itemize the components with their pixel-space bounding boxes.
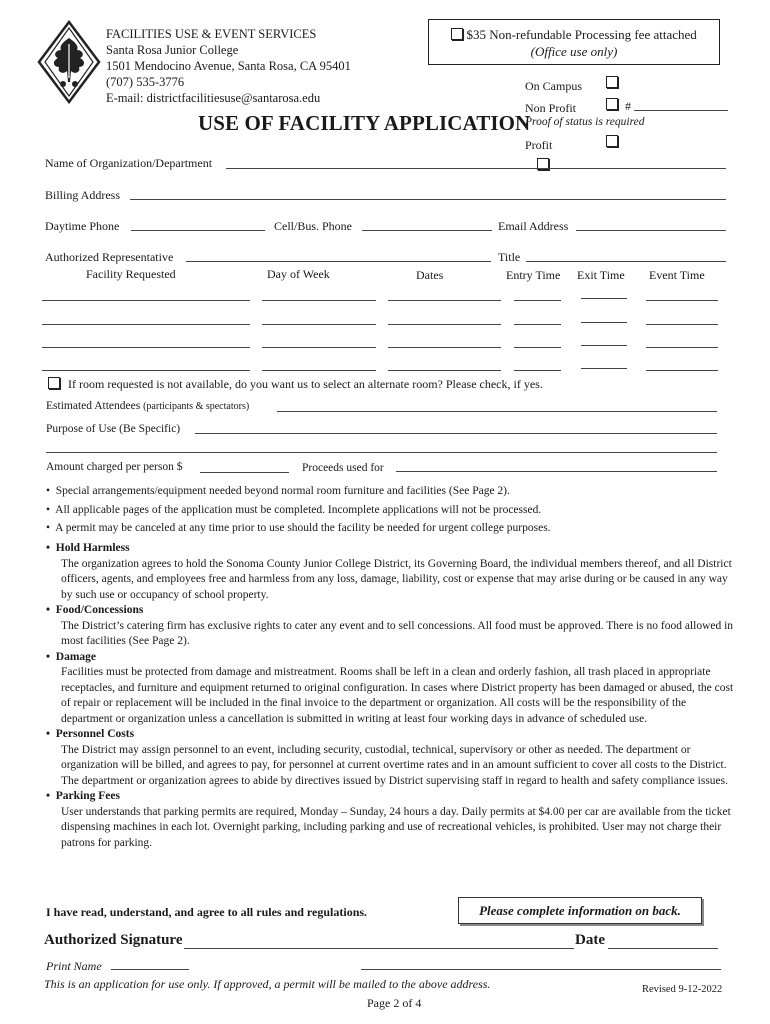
event-cell[interactable] <box>646 347 718 348</box>
amount-label: Amount charged per person $ <box>46 461 183 473</box>
non-profit-checkbox[interactable] <box>606 98 618 110</box>
footer-note: This is an application for use only. If approved, a permit will be mailed to the above address. <box>44 977 491 991</box>
dates-cell[interactable] <box>388 370 501 371</box>
email-label: Email Address <box>498 219 569 233</box>
purpose-label: Purpose of Use (Be Specific) <box>46 423 181 435</box>
auth-rep-label: Authorized Representative <box>45 250 174 264</box>
fee-label: $35 Non-refundable Processing fee attached <box>466 27 697 42</box>
attendees-field[interactable] <box>277 411 717 412</box>
section-heading: Food/Concessions <box>55 604 144 616</box>
note-item: • Special arrangements/equipment needed beyond normal room furniture and facilities (See Page 2). <box>46 485 510 497</box>
college-email: E-mail: districtfacilitiesuse@santarosa.edu <box>106 91 321 105</box>
rep-title-field[interactable] <box>526 261 726 262</box>
header-block <box>106 26 351 106</box>
event-cell[interactable] <box>646 300 718 301</box>
section-food: • Food/Concessions The District’s catering firm has exclusive rights to cater any event and to sell concessions. All food must be approved. There is no food allowed in most facilities (See Page 2). <box>46 603 736 650</box>
section-damage: • Damage Facilities must be protected from damage and mistreatment. Rooms shall be left in a clean and orderly fashion, all trash placed in appropriate receptacles, and furniture and equipment returned to original configuration. In cases where District property has been damaged or abused, the cost of repair or replacement will be included in the final invoice to the department or organization. All costs will be the responsibility of the department or organization unless a cancellation is submitted in writing at least four working days in advance of scheduled use. <box>46 650 736 728</box>
terms-sections <box>46 541 736 851</box>
profit-checkbox[interactable] <box>606 135 618 147</box>
entry-cell[interactable] <box>514 347 561 348</box>
exit-cell[interactable] <box>581 345 627 346</box>
col-event: Event Time <box>649 268 705 282</box>
print-name-label: Print Name <box>46 959 102 973</box>
col-dates: Dates <box>416 268 444 282</box>
revised-date: Revised 9-12-2022 <box>642 984 723 995</box>
facility-cell[interactable] <box>42 347 250 348</box>
dates-cell[interactable] <box>388 300 501 301</box>
dept-name: FACILITIES USE & EVENT SERVICES <box>106 27 317 41</box>
on-campus-checkbox[interactable] <box>606 76 618 88</box>
section-parking: • Parking Fees User understands that parking permits are required, Monday – Sunday, 24 hours a day. Daily permits at $4.00 per car are available from the ticket dispensing machines in each lot. Overnight parking, including parking and use of recreational vehicles, is prohibited. User may not charge their patrons for parking. <box>46 789 736 851</box>
org-field[interactable] <box>226 168 726 169</box>
col-entry: Entry Time <box>506 268 561 282</box>
event-cell[interactable] <box>646 370 718 371</box>
college-phone: (707) 535-3776 <box>106 75 185 89</box>
back-page-note: Please complete information on back. <box>458 897 702 924</box>
signature-field[interactable] <box>184 948 574 949</box>
billing-label: Billing Address <box>45 188 121 202</box>
section-body: The District may assign personnel to an event, including security, custodial, technical, supervisory or other as needed. The department or organization will be billed, and agrees to pay, for personnel at current overtime rates and in an amount sufficient to cover all costs to the District. The department or organization agrees to abide by directives issued by District supervising staff in regard to health and safety compliance issues. <box>61 743 729 787</box>
daytime-phone-field[interactable] <box>131 230 265 231</box>
proof-note: Proof of status is required <box>525 116 645 128</box>
notes-list <box>46 482 551 538</box>
page-number: Page 2 of 4 <box>367 996 422 1010</box>
billing-field[interactable] <box>130 199 726 200</box>
alternate-room-label: If room requested is not available, do you want us to select an alternate room? Please check, if yes. <box>68 377 543 391</box>
purpose-field[interactable] <box>195 433 717 434</box>
page-title: USE OF FACILITY APPLICATION <box>198 111 531 135</box>
exit-cell[interactable] <box>581 322 627 323</box>
col-exit: Exit Time <box>577 268 625 282</box>
day-cell[interactable] <box>262 300 376 301</box>
section-body: The District’s catering firm has exclusive rights to cater any event and to sell concessions. All food must be approved. There is no food allowed in most facilities (See Page 2). <box>61 619 734 647</box>
col-day: Day of Week <box>267 267 330 281</box>
non-profit-label: Non Profit <box>525 101 576 115</box>
day-cell[interactable] <box>262 324 376 325</box>
day-cell[interactable] <box>262 347 376 348</box>
proceeds-field[interactable] <box>396 471 717 472</box>
non-profit-number-field[interactable] <box>634 110 728 111</box>
exit-cell[interactable] <box>581 298 627 299</box>
college-logo <box>37 20 101 109</box>
date-field[interactable] <box>608 948 718 949</box>
email-field[interactable] <box>576 230 726 231</box>
amount-field[interactable] <box>200 472 289 473</box>
agree-statement: I have read, understand, and agree to all rules and regulations. <box>46 905 368 919</box>
org-label: Name of Organization/Department <box>45 156 213 170</box>
fee-office-note: (Office use only) <box>530 44 618 59</box>
section-body: Facilities must be protected from damage and mistreatment. Rooms shall be left in a clean and orderly fashion, all trash placed in appropriate receptacles, and furniture and equipment returned to original configuration. In cases where District property has been damaged or abused, the cost of repair or replacement will be included in the final invoice to the department or organization. All costs will be the responsibility of the department or organization unless a cancellation is submitted in writing at least four working days in advance of scheduled use. <box>61 666 734 725</box>
date-label: Date <box>575 932 605 948</box>
print-name-field[interactable] <box>111 969 189 970</box>
section-heading: Hold Harmless <box>55 542 130 554</box>
rep-title-label: Title <box>498 250 521 264</box>
facility-cell[interactable] <box>42 324 250 325</box>
daytime-phone-label: Daytime Phone <box>45 219 120 233</box>
section-body: The organization agrees to hold the Sonoma County Junior College District, its Governing Board, the individual members thereof, and all District officers, agents, and employees free and harmless from any loss, damage, liability, cost or expense that may arise during or be caused in any way by such use or occupancy of school property. <box>61 557 732 601</box>
attendees-label: Estimated Attendees <box>46 400 141 412</box>
college-address: 1501 Mendocino Avenue, Santa Rosa, CA 95401 <box>106 59 351 73</box>
day-cell[interactable] <box>262 370 376 371</box>
attendees-row <box>46 400 249 412</box>
section-personnel: • Personnel Costs The District may assign personnel to an event, including security, custodial, technical, supervisory or other as needed. The department or organization will be billed, and agrees to pay, for personnel at current overtime rates and in an amount sufficient to cover all costs to the District. The department or organization agrees to abide by directives issued by District supervising staff in regard to health and safety compliance issues. <box>46 727 736 789</box>
alternate-room-checkbox[interactable] <box>48 377 60 389</box>
signature-label: Authorized Signature <box>44 932 183 948</box>
attendees-note: (participants & spectators) <box>143 401 250 412</box>
profit-label: Profit <box>525 138 553 152</box>
exit-cell[interactable] <box>581 368 627 369</box>
section-body: User understands that parking permits are required, Monday – Sunday, 24 hours a day. Daily permits at $4.00 per car are available from the ticket dispensing machines in each lot. Overnight parking, including parking and use of recreational vehicles, is prohibited. User may not charge their patrons for parking. <box>61 805 731 849</box>
on-campus-label: On Campus <box>525 79 582 93</box>
dates-cell[interactable] <box>388 324 501 325</box>
entry-cell[interactable] <box>514 324 561 325</box>
auth-rep-field[interactable] <box>186 261 491 262</box>
facility-cell[interactable] <box>42 370 250 371</box>
col-facility: Facility Requested <box>86 267 176 281</box>
note-item: • All applicable pages of the application must be completed. Incomplete applications will not be processed. <box>46 503 542 516</box>
section-hold-harmless: • Hold Harmless The organization agrees to hold the Sonoma County Junior College District, its Governing Board, the individual members thereof, and all District officers, agents, and employees free and harmless from any loss, damage, liability, cost or expense that may arise during or be caused in any way by such use or occupancy of school property. <box>46 541 736 603</box>
dates-cell[interactable] <box>388 347 501 348</box>
college-name: Santa Rosa Junior College <box>106 43 239 57</box>
cell-phone-label: Cell/Bus. Phone <box>274 219 353 233</box>
section-heading: Parking Fees <box>55 790 120 802</box>
print-name-field-2[interactable] <box>361 969 721 970</box>
facility-cell[interactable] <box>42 300 250 301</box>
entry-cell[interactable] <box>514 300 561 301</box>
non-profit-hash: # <box>625 99 631 113</box>
section-heading: Personnel Costs <box>55 728 135 740</box>
fee-checkbox[interactable] <box>451 28 463 40</box>
note-item: • A permit may be canceled at any time prior to use should the facility be needed for urgent college purposes. <box>46 522 551 534</box>
cell-phone-field[interactable] <box>362 230 492 231</box>
purpose-field-2[interactable] <box>46 452 717 453</box>
fee-box <box>428 19 720 65</box>
entry-cell[interactable] <box>514 370 561 371</box>
section-heading: Damage <box>55 650 97 663</box>
proceeds-label: Proceeds used for <box>302 462 384 474</box>
event-cell[interactable] <box>646 324 718 325</box>
alternate-room-row <box>48 377 543 392</box>
